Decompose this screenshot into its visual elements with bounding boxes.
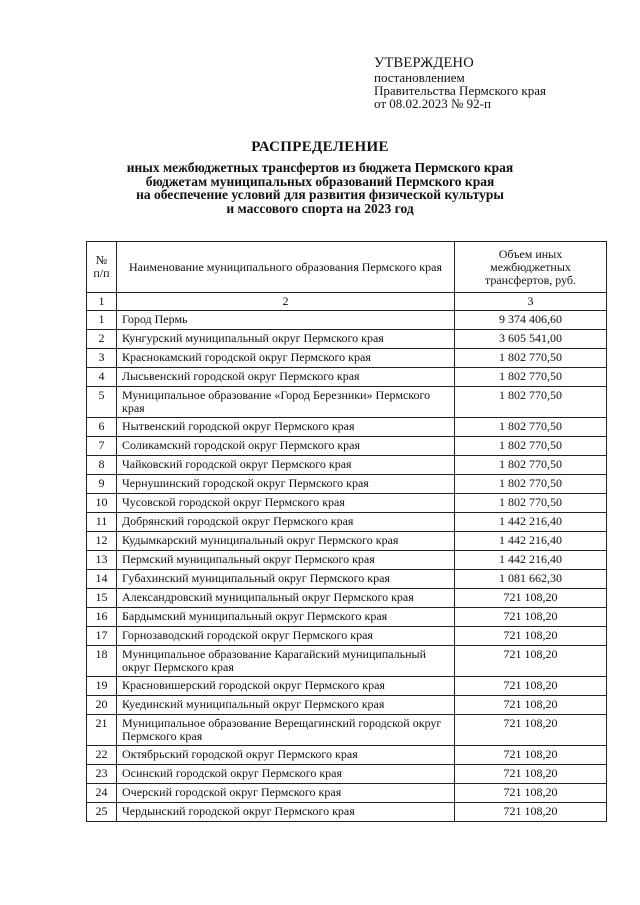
- header-amount: Объем иных межбюджетных трансфертов, руб.: [455, 242, 607, 293]
- title-sub-line-4: и массового спорта на 2023 год: [226, 200, 414, 216]
- row-number: 19: [87, 677, 117, 696]
- table-row: [87, 368, 607, 387]
- row-amount: 1 081 662,30: [455, 570, 607, 589]
- column-number-2: 2: [117, 293, 455, 311]
- column-number-1: 1: [87, 293, 117, 311]
- table-row: [87, 646, 607, 677]
- row-municipality-name: Куединский муниципальный округ Пермского края: [117, 696, 455, 715]
- table-row: [87, 784, 607, 803]
- table-row: [87, 513, 607, 532]
- row-amount: 721 108,20: [455, 608, 607, 627]
- row-municipality-name: Осинский городской округ Пермского края: [117, 765, 455, 784]
- approval-line-1: постановлением: [374, 70, 465, 85]
- table-row: [87, 330, 607, 349]
- row-municipality-name: Губахинский муниципальный округ Пермского края: [117, 570, 455, 589]
- row-amount: 721 108,20: [455, 677, 607, 696]
- header-name: Наименование муниципального образования Пермского края: [117, 242, 455, 293]
- row-number: 15: [87, 589, 117, 608]
- row-municipality-name: Чернушинский городской округ Пермского края: [117, 475, 455, 494]
- approval-stamp: [374, 56, 634, 110]
- row-municipality-name: Чусовской городской округ Пермского края: [117, 494, 455, 513]
- title-sub-line-1: иных межбюджетных трансфертов из бюджета Пермского края: [126, 160, 514, 175]
- row-number: 21: [87, 715, 117, 746]
- row-amount: 1 802 770,50: [455, 437, 607, 456]
- row-municipality-name: Соликамский городской округ Пермского края: [117, 437, 455, 456]
- row-municipality-name: Очерский городской округ Пермского края: [117, 784, 455, 803]
- row-number: 4: [87, 368, 117, 387]
- table-row: [87, 696, 607, 715]
- row-municipality-name: Бардымский муниципальный округ Пермского края: [117, 608, 455, 627]
- table-row: [87, 570, 607, 589]
- row-amount: 1 442 216,40: [455, 513, 607, 532]
- table-header-row: [87, 242, 607, 293]
- row-municipality-name: Муниципальное образование «Город Березники» Пермского края: [117, 387, 455, 418]
- document-title: [0, 139, 640, 215]
- approval-heading: УТВЕРЖДЕНО: [374, 55, 474, 71]
- row-number: 7: [87, 437, 117, 456]
- row-municipality-name: Муниципальное образование Верещагинский городской округ Пермского края: [117, 715, 455, 746]
- table-row: [87, 475, 607, 494]
- row-municipality-name: Красновишерский городской округ Пермского края: [117, 677, 455, 696]
- table-row: [87, 456, 607, 475]
- table-row: [87, 627, 607, 646]
- table-row: [87, 677, 607, 696]
- column-number-row: [87, 293, 607, 311]
- row-amount: 1 802 770,50: [455, 368, 607, 387]
- row-amount: 1 802 770,50: [455, 349, 607, 368]
- table-row: [87, 437, 607, 456]
- row-number: 10: [87, 494, 117, 513]
- row-amount: 721 108,20: [455, 696, 607, 715]
- row-amount: 3 605 541,00: [455, 330, 607, 349]
- row-number: 2: [87, 330, 117, 349]
- row-municipality-name: Лысьвенский городской округ Пермского края: [117, 368, 455, 387]
- row-number: 22: [87, 746, 117, 765]
- row-amount: 1 802 770,50: [455, 494, 607, 513]
- table-row: [87, 608, 607, 627]
- row-number: 23: [87, 765, 117, 784]
- table-row: [87, 765, 607, 784]
- row-number: 14: [87, 570, 117, 589]
- row-amount: 1 802 770,50: [455, 387, 607, 418]
- column-number-3: 3: [455, 293, 607, 311]
- row-number: 24: [87, 784, 117, 803]
- row-amount: 721 108,20: [455, 646, 607, 677]
- row-municipality-name: Горнозаводский городской округ Пермского края: [117, 627, 455, 646]
- row-number: 18: [87, 646, 117, 677]
- row-municipality-name: Пермский муниципальный округ Пермского края: [117, 551, 455, 570]
- table-row: [87, 746, 607, 765]
- approval-line-2: Правительства Пермского края: [374, 83, 546, 98]
- row-municipality-name: Муниципальное образование Карагайский муниципальный округ Пермского края: [117, 646, 455, 677]
- row-number: 17: [87, 627, 117, 646]
- table-row: [87, 311, 607, 330]
- row-number: 25: [87, 803, 117, 822]
- header-num: № п/п: [87, 242, 117, 293]
- table-row: [87, 589, 607, 608]
- row-number: 12: [87, 532, 117, 551]
- row-municipality-name: Город Пермь: [117, 311, 455, 330]
- row-municipality-name: Кунгурский муниципальный округ Пермского края: [117, 330, 455, 349]
- row-municipality-name: Александровский муниципальный округ Пермского края: [117, 589, 455, 608]
- row-municipality-name: Добрянский городской округ Пермского края: [117, 513, 455, 532]
- row-municipality-name: Октябрьский городской округ Пермского края: [117, 746, 455, 765]
- table-row: [87, 551, 607, 570]
- row-municipality-name: Чердынский городской округ Пермского края: [117, 803, 455, 822]
- table-row: [87, 494, 607, 513]
- row-number: 20: [87, 696, 117, 715]
- row-number: 13: [87, 551, 117, 570]
- row-number: 8: [87, 456, 117, 475]
- row-number: 6: [87, 418, 117, 437]
- table-row: [87, 387, 607, 418]
- row-municipality-name: Кудымкарский муниципальный округ Пермского края: [117, 532, 455, 551]
- row-amount: 721 108,20: [455, 803, 607, 822]
- row-amount: 721 108,20: [455, 627, 607, 646]
- table-row: [87, 349, 607, 368]
- row-number: 9: [87, 475, 117, 494]
- row-number: 16: [87, 608, 117, 627]
- row-number: 5: [87, 387, 117, 418]
- row-amount: 721 108,20: [455, 715, 607, 746]
- table-row: [87, 803, 607, 822]
- row-municipality-name: Краснокамский городской округ Пермского края: [117, 349, 455, 368]
- row-amount: 1 802 770,50: [455, 475, 607, 494]
- row-amount: 721 108,20: [455, 765, 607, 784]
- row-amount: 1 442 216,40: [455, 551, 607, 570]
- approval-line-3: от 08.02.2023 № 92-п: [374, 96, 491, 111]
- title-subtitle: [0, 161, 640, 215]
- row-amount: 1 442 216,40: [455, 532, 607, 551]
- table-row: [87, 532, 607, 551]
- table-row: [87, 418, 607, 437]
- row-amount: 721 108,20: [455, 784, 607, 803]
- row-amount: 1 802 770,50: [455, 418, 607, 437]
- row-amount: 1 802 770,50: [455, 456, 607, 475]
- row-municipality-name: Нытвенский городской округ Пермского края: [117, 418, 455, 437]
- row-number: 11: [87, 513, 117, 532]
- title-main: РАСПРЕДЕЛЕНИЕ: [251, 139, 389, 155]
- row-amount: 721 108,20: [455, 746, 607, 765]
- row-number: 3: [87, 349, 117, 368]
- distribution-table: [86, 241, 607, 822]
- row-municipality-name: Чайковский городской округ Пермского края: [117, 456, 455, 475]
- title-sub-line-3: на обеспечение условий для развития физической культуры: [136, 187, 504, 202]
- row-amount: 9 374 406,60: [455, 311, 607, 330]
- row-amount: 721 108,20: [455, 589, 607, 608]
- title-sub-line-2: бюджетам муниципальных образований Пермского края: [145, 173, 495, 189]
- row-number: 1: [87, 311, 117, 330]
- table-row: [87, 715, 607, 746]
